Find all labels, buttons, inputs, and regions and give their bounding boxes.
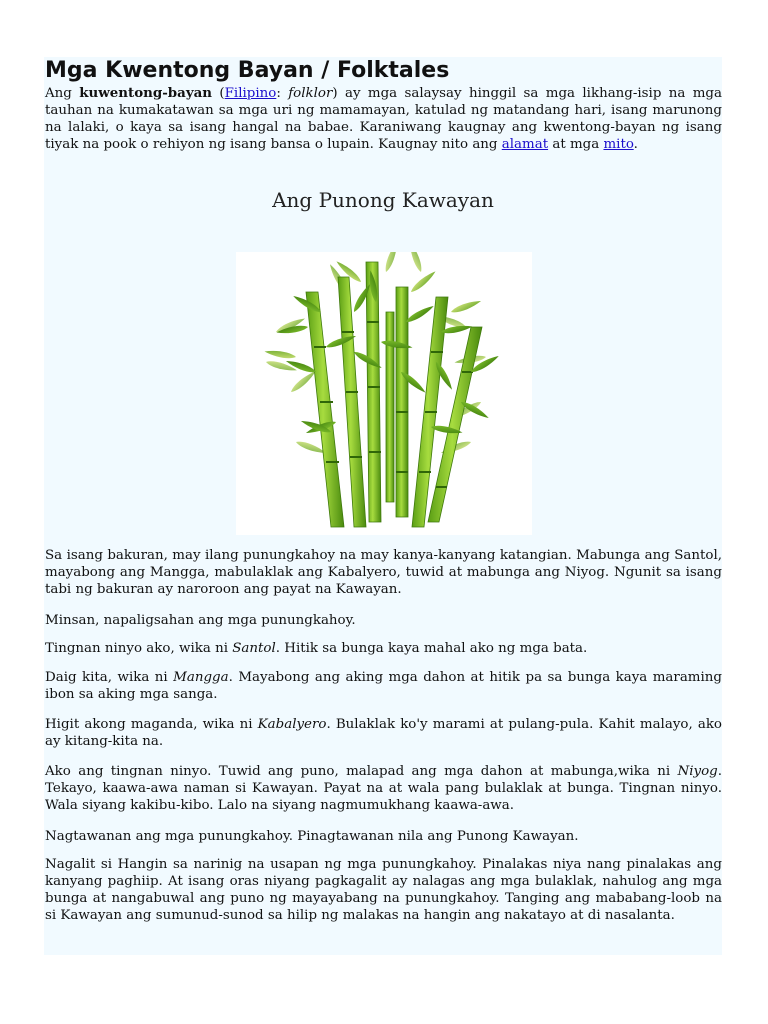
story-paragraph xyxy=(45,763,722,814)
speaker-name: Kabalyero xyxy=(257,717,327,732)
intro-paragraph xyxy=(45,85,722,153)
term-kuwentong-bayan: kuwentong-bayan xyxy=(79,85,213,101)
story-paragraph xyxy=(45,716,722,750)
dialog-text: Higit akong maganda, wika ni xyxy=(45,717,258,732)
intro-text: Ang xyxy=(45,86,80,101)
story-paragraph: Nagalit si Hangin sa narinig na usapan ng mga punungkahoy. Pinalakas niya nang pinalakas ang kanyang paghiip. At isang oras niyang pagkagalit ay nalagas ang mga bulaklak, nahulog ang mga bunga at nangabuwal ang puno ng mayayabang na punungkahoy. Tanging ang mababang-loob na si Kawayan ang sumunud-sunod sa hilip ng malakas na hangin ang nakatayo at di nasalanta. xyxy=(45,857,722,923)
intro-text: : xyxy=(276,86,289,101)
dialog-text: Ako ang tingnan ninyo. Tuwid ang puno, malapad ang mga dahon at mabunga,wika ni xyxy=(45,764,678,779)
mito-link[interactable]: mito xyxy=(603,137,634,152)
story-paragraph: Sa isang bakuran, may ilang punungkahoy na may kanya-kanyang katangian. Mabunga ang Santol, mayabong ang Mangga, mabulaklak ang Kabalyero, tuwid at mabunga ang Niyog. Ngunit sa isang tabi ng bakuran ay naroroon ang payat na Kawayan. xyxy=(45,548,722,597)
alamat-link[interactable]: alamat xyxy=(501,137,549,152)
intro-text: at mga xyxy=(548,137,604,152)
speaker-name: Niyog xyxy=(677,764,718,779)
speaker-name: Mangga xyxy=(173,670,229,685)
filipino-link[interactable]: Filipino xyxy=(224,86,277,101)
term-folklor: folklor xyxy=(288,86,333,101)
story-paragraph xyxy=(45,669,722,703)
intro-text: ) ay mga salaysay hinggil sa mga likhang-isip na mga tauhan na kumakatawan sa mga uri ng mamamayan, katulad ng matandang hari, isang marunong na lalaki, o kaya sa isang hangal na babae. Karaniwang kaugnay ang kwentong-bayan ng isang tiyak na pook o rehiyon ng isang bansa o lupain. Kaugnay nito ang xyxy=(45,86,722,152)
page-title: Mga Kwentong Bayan / Folktales xyxy=(45,58,450,83)
intro-text: . xyxy=(633,137,638,152)
intro-text: ( xyxy=(212,86,225,101)
dialog-text: Tingnan ninyo ako, wika ni xyxy=(45,641,233,656)
story-paragraph: Minsan, napaligsahan ang mga punungkahoy. xyxy=(45,613,356,628)
story-title: Ang Punong Kawayan xyxy=(272,188,494,212)
dialog-text: Daig kita, wika ni xyxy=(45,670,174,685)
dialog-text: . Hitik sa bunga kaya mahal ako ng mga bata. xyxy=(275,641,588,656)
dialog-text: . Mayabong ang aking mga dahon at hitik pa sa bunga kaya maraming ibon sa aking mga sanga. xyxy=(45,670,722,702)
dialog-text: . Bulaklak ko'y marami at pulang-pula. Kahit malayo, ako ay kitang-kita na. xyxy=(45,717,722,749)
bamboo-illustration xyxy=(236,252,532,535)
story-paragraph xyxy=(45,640,722,657)
story-paragraph: Nagtawanan ang mga punungkahoy. Pinagtawanan nila ang Punong Kawayan. xyxy=(45,829,579,844)
speaker-name: Santol xyxy=(232,641,276,656)
dialog-text: . Tekayo, kaawa-awa naman si Kawayan. Payat na at wala pang bulaklak at bunga. Tingnan ninyo. Wala siyang kakibu-kibo. Lalo na siyang nagmumukhang kaawa-awa. xyxy=(45,764,722,813)
